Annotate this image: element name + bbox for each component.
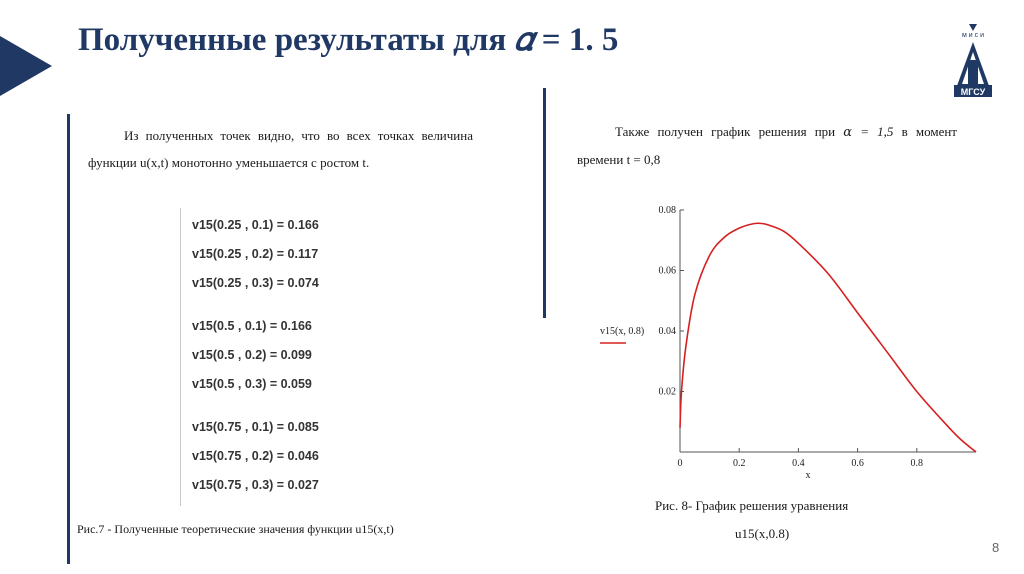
logo-bottom-text: МГСУ — [960, 87, 986, 97]
slide-arrow-decoration — [0, 36, 52, 96]
math-result-row: v15(0.75 , 0.2) = 0.046 — [192, 449, 319, 463]
left-paragraph — [88, 122, 473, 176]
y-tick-label: 0.08 — [658, 205, 676, 216]
math-result-row: v15(0.25 , 0.2) = 0.117 — [192, 247, 319, 261]
series-line — [680, 223, 976, 452]
right-paragraph-post: в момент времени t = 0,8 — [577, 124, 957, 167]
x-tick-label: 0.2 — [732, 458, 746, 469]
figure-7-caption: Рис.7 - Полученные теоретические значения функции u15(x,t) — [77, 522, 394, 536]
math-result-row: v15(0.75 , 0.1) = 0.085 — [192, 420, 319, 434]
figure-8-caption-function: u15(x,0.8) — [735, 526, 790, 541]
middle-accent-bar — [543, 88, 546, 318]
math-result-row: v15(0.75 , 0.3) = 0.027 — [192, 478, 319, 492]
math-result-row: v15(0.25 , 0.1) = 0.166 — [192, 218, 319, 232]
solution-chart — [596, 198, 986, 480]
left-paragraph-text: Из полученных точек видно, что во всех точках величина функции u(x,t) монотонно уменьшается с ростом t. — [88, 128, 473, 170]
mgsu-logo — [946, 22, 1000, 102]
x-tick-label: 0.6 — [851, 458, 864, 469]
chart-axes — [680, 210, 976, 452]
left-accent-bar — [67, 114, 70, 564]
math-block-divider — [180, 208, 181, 506]
y-tick-label: 0.06 — [658, 265, 676, 277]
slide-title — [78, 22, 618, 59]
right-paragraph — [577, 118, 957, 174]
x-tick-label: 0.4 — [792, 458, 805, 469]
x-tick-label: 0 — [677, 458, 683, 469]
y-axis-label: v15(x, 0.8) — [600, 326, 645, 337]
y-tick-label: 0.02 — [658, 386, 676, 398]
math-result-row: v15(0.5 , 0.2) = 0.099 — [192, 348, 312, 362]
logo-top-text: м и с и — [962, 32, 984, 39]
slide-title-value: = 1. 5 — [541, 22, 619, 58]
page-number: 8 — [992, 540, 1000, 555]
right-paragraph-pre: Также получен график решения при — [615, 124, 844, 139]
math-result-row: v15(0.5 , 0.1) = 0.166 — [192, 319, 312, 333]
right-paragraph-alpha: 𝛼 = 1,5 — [843, 124, 894, 139]
x-tick-label: 0.8 — [910, 458, 924, 469]
slide-title-alpha: 𝛼 — [514, 22, 534, 58]
math-result-row: v15(0.25 , 0.3) = 0.074 — [192, 276, 319, 290]
figure-8-caption: Рис. 8- График решения уравнения — [655, 498, 849, 513]
y-tick-label: 0.04 — [658, 326, 676, 337]
slide-title-text: Полученные результаты для — [78, 22, 515, 58]
x-axis-label: x — [805, 470, 811, 480]
math-result-row: v15(0.5 , 0.3) = 0.059 — [192, 377, 312, 391]
